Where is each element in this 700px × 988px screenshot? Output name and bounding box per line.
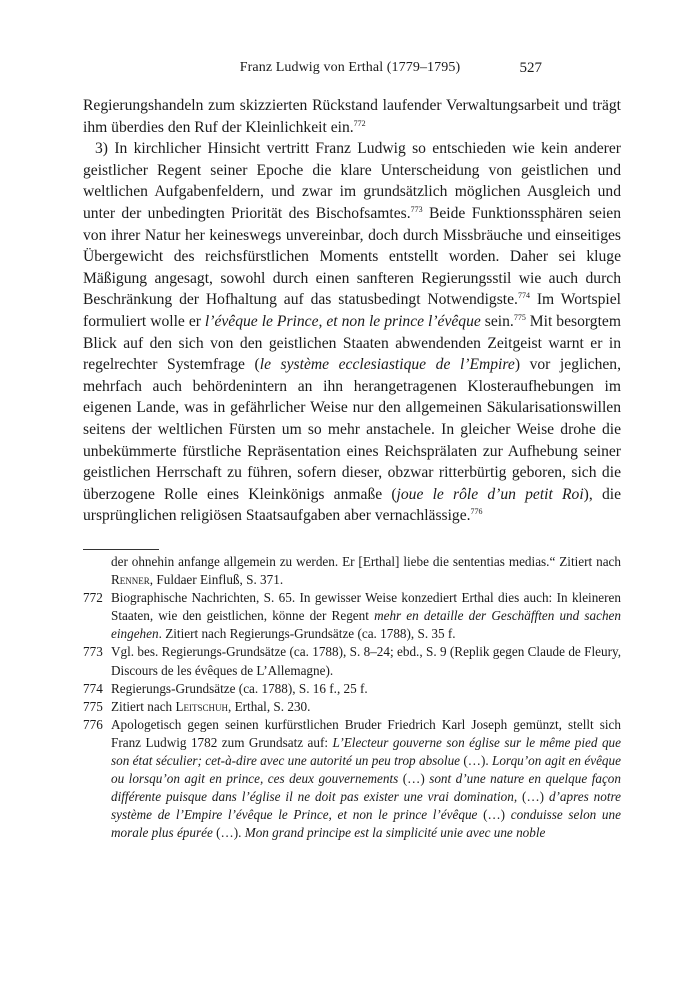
footnote (83, 643, 621, 679)
italic-quote: le système ecclesiastique de l’Empire (259, 356, 515, 374)
text-run: Zitiert nach (111, 698, 176, 714)
italic-quote: joue le rôle d’un petit Roi (396, 485, 584, 503)
footnote-divider (83, 549, 159, 550)
text-run: Biographische Nachrichten, S. 65. In gewisser Weise konzediert Erthal dies auch: In kleineren Staaten, wie den geistlichen, könne der Regent (111, 590, 621, 624)
italic-quote: conduisse selon une morale plus épurée (111, 807, 621, 841)
text-run: (…) (477, 807, 511, 823)
text-run: Im Wortspiel formuliert wolle er (83, 291, 621, 330)
text-run: . Zitiert nach Regierungs-Grundsätze (ca. 1788), S. 35 f. (158, 626, 456, 642)
footnote-number: 774 (83, 680, 103, 696)
text-run: ) vor jeglichen, mehrfach auch behördenintern an ihn herangetragenen Klosteraufhebungen im eigenen Lande, was in gefährlicher Weise nur den allgemeinen Säkularisationswillen seitens der weltlichen Fürsten um so mehr anstachele. In gleicher Weise drohe die unbekümmerte fürstliche Repräsentation eines Reichsprälaten zur Aufhebung seiner geistlichen Herrschaft zu führen, sofern dieser, obzwar ritterbürtig geboren, sich die überzogene Rolle eines Kleinkönigs anmaße ( (83, 356, 621, 503)
text-run: Regierungs-Grundsätze (ca. 1788), S. 16 f., 25 f. (111, 680, 368, 696)
footnote (83, 589, 621, 643)
author-name: Leitschuh (175, 698, 229, 714)
footnote (83, 716, 621, 843)
text-run: (…). (212, 825, 245, 841)
footnote-number: 772 (83, 590, 103, 606)
text-run: , Erthal, S. 230. (228, 698, 311, 714)
text-run: Regierungshandeln zum skizzierten Rückstand laufender Verwaltungsarbeit und trägt ihm überdies den Ruf der Kleinlichkeit ein. (83, 97, 621, 136)
footnote-number: 775 (83, 698, 103, 714)
text-run: 3) In kirchlicher Hinsicht vertritt Franz Ludwig so entschieden wie kein anderer geistlicher Regent seiner Epoche die klare Unterscheidung von geistlichen und weltlichen Aufgabenfeldern, und zwar im grundsätzlich möglichen Ausgleich und unter der unbedingten Priorität des Bischofsamtes. (83, 140, 621, 222)
running-title: Franz Ludwig von Erthal (1779–1795) (239, 60, 461, 75)
footnote-ref: 775 (513, 312, 526, 322)
text-run: Apologetisch gegen seinen kurfürstlichen Bruder Friedrich Karl Joseph gemünzt, stellt sich Franz Ludwig 1782 zum Grundsatz auf: (111, 716, 621, 750)
text-run: (…) (398, 771, 430, 787)
italic-quote: mehr en detaille der Geschäfften und sachen eingehen (111, 608, 621, 642)
footnote-ref: 774 (517, 291, 530, 301)
text-run: (…). (460, 753, 492, 769)
text-run: (…) (517, 789, 549, 805)
footnote-ref: 772 (353, 118, 366, 128)
italic-quote: l’évêque le Prince, et non le prince l’évêque (204, 312, 481, 330)
footnote-ref: 776 (470, 507, 483, 517)
paragraph (83, 95, 621, 138)
footnote (83, 680, 621, 698)
footnote-continuation (83, 553, 621, 589)
text-run: Vgl. bes. Regierungs-Grundsätze (ca. 1788), S. 8–24; ebd., S. 9 (Replik gegen Claude de Fleury, Discours de les évêques de L’Allemagne). (111, 644, 621, 678)
main-text (83, 95, 621, 527)
author-name: Renner (111, 572, 150, 588)
text-run: sein. (480, 312, 514, 330)
footnotes (83, 553, 621, 843)
italic-quote: L’Electeur gouverne son église sur le même pied que son état séculier; cet-à-dire avec une autorité un peu trop absolue (111, 734, 621, 769)
footnote-ref: 773 (410, 204, 423, 214)
page-header (0, 60, 700, 82)
text-run: der ohnehin anfange allgemein zu werden. Er [Erthal] liebe die sententias medias.“ Zitiert nach (111, 554, 621, 569)
footnote (83, 698, 621, 716)
page-number: 527 (519, 60, 542, 76)
paragraph (83, 138, 621, 527)
italic-quote: d’apres notre système de l’Empire l’évêque le Prince, et non le prince l’évêque (111, 789, 621, 823)
footnote-number: 776 (83, 716, 103, 732)
text-run: Beide Funktionssphären seien von ihrer Natur her keineswegs unvereinbar, doch durch Missbräuche und einseitiges Übergewicht des reichsfürstlichen Moments entstellt worden. Daher sei kluge Mäßigung angesagt, sowohl durch einen sanfteren Regierungsstil wie auch durch Beschränkung der Hofhaltung auf das statusbedingt Notwendigste. (83, 204, 621, 309)
italic-quote: Lorqu’on agit en évêque ou lorsqu’on agit en prince, ces deux gouvernements (111, 753, 621, 787)
text-run: , Fuldaer Einfluß, S. 371. (149, 572, 284, 588)
text-run: ), die ursprünglichen religiösen Staatsaufgaben aber vernachlässige. (83, 485, 622, 525)
footnote-number: 773 (83, 644, 103, 660)
italic-quote: Mon grand principe est la simplicité unie avec une noble (244, 825, 546, 841)
italic-quote: sont d’une nature en quelque façon différente puisque dans l’église il ne doit pas exister une vrai domination, (111, 771, 621, 805)
text-run: Mit besorgtem Blick auf den sich von den geistlichen Staaten abwendenden Zeitgeist warnt er in regelrechter Systemfrage ( (83, 312, 621, 374)
